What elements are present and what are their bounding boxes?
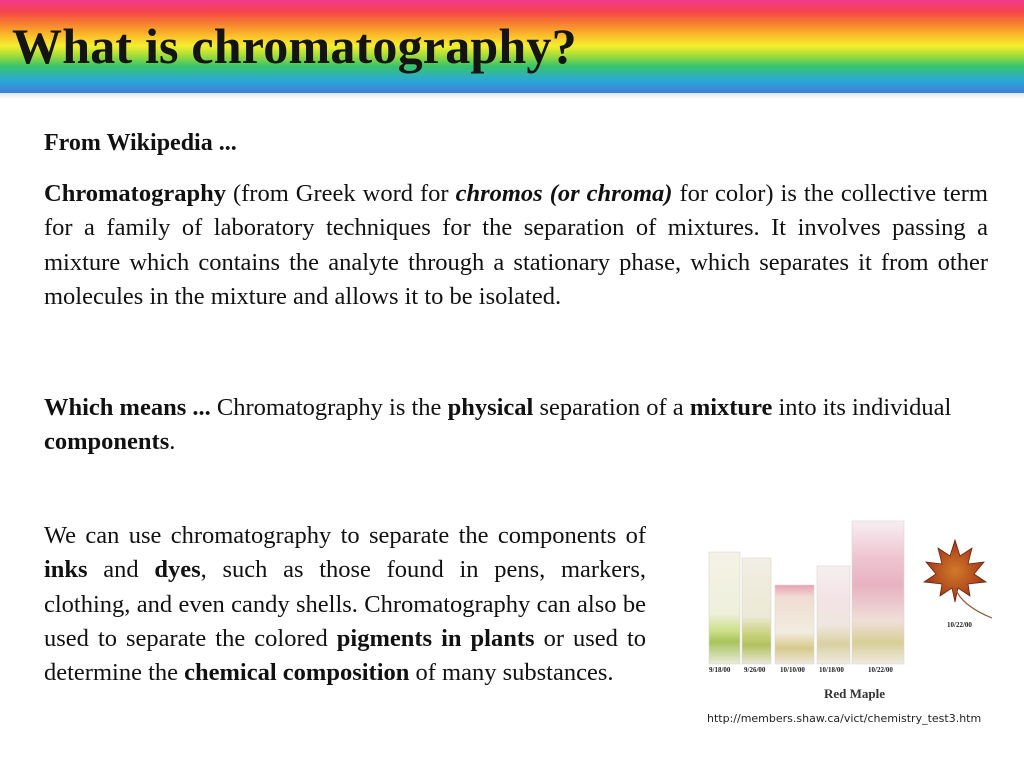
strip-label-4: 10/18/00 [819, 666, 844, 674]
keyword-mixture: mixture [689, 394, 773, 421]
chromatography-strips-image [700, 518, 1005, 708]
keyword-dyes: dyes [154, 556, 201, 584]
uses-text-3: , such as those found in pens, markers, clothing, and even candy shells. Chromatography can also be used to separate the colored [44, 556, 646, 652]
keyword-chemical-composition: chemical composition [184, 659, 410, 687]
meaning-text-1: Chromatography is the [210, 394, 448, 421]
strip-label-5: 10/22/00 [868, 666, 893, 674]
source-url[interactable]: http://members.shaw.ca/vict/chemistry_test3.htm [707, 712, 982, 725]
strip-3 [775, 585, 814, 664]
maple-leaf-icon [924, 540, 992, 618]
strip-4 [817, 566, 850, 664]
meaning-lead: Which means ... [44, 394, 211, 421]
strip-label-1: 9/18/00 [709, 666, 731, 674]
strip-label-2: 9/26/00 [744, 666, 766, 674]
source-heading: From Wikipedia ... [44, 130, 237, 156]
strip-label-3: 10/10/00 [780, 666, 805, 674]
greek-term: chromos (or chroma) [455, 180, 673, 207]
leaf-date-label: 10/22/00 [947, 621, 972, 629]
page-title: What is chromatography? [12, 18, 577, 74]
keyword-components: components [44, 428, 170, 456]
strip-2 [742, 558, 771, 664]
keyword-physical: physical [447, 394, 534, 421]
title-banner [0, 0, 1024, 93]
figure-caption: Red Maple [824, 686, 886, 701]
meaning-text-4: . [169, 428, 176, 456]
keyword-inks: inks [44, 556, 88, 584]
strip-1 [709, 552, 740, 664]
keyword-pigments: pigments in plants [336, 624, 535, 652]
term-chromatography: Chromatography [44, 180, 226, 207]
definition-text-1: (from Greek word for [225, 180, 456, 207]
uses-text-5: of many substances. [409, 659, 614, 687]
meaning-text-3: into its individual [772, 394, 952, 421]
uses-text-1: We can use chromatography to separate the components of [44, 522, 646, 549]
uses-text-2: and [87, 556, 155, 584]
definition-text-2: for color) is the collective term for a family of laboratory techniques for the separation of mixtures. It involves passing a mixture which contains the analyte through a stationary phase, which separates it from other molecules in the mixture and allows it to be isolated. [44, 180, 988, 310]
red-maple-chromatography-figure [700, 518, 1005, 708]
strip-5 [852, 521, 904, 664]
meaning-text-2: separation of a [533, 394, 690, 421]
uses-paragraph [44, 519, 646, 690]
definition-paragraph [44, 177, 988, 314]
meaning-paragraph [44, 391, 988, 460]
uses-text-4: or used to determine the [44, 624, 647, 687]
